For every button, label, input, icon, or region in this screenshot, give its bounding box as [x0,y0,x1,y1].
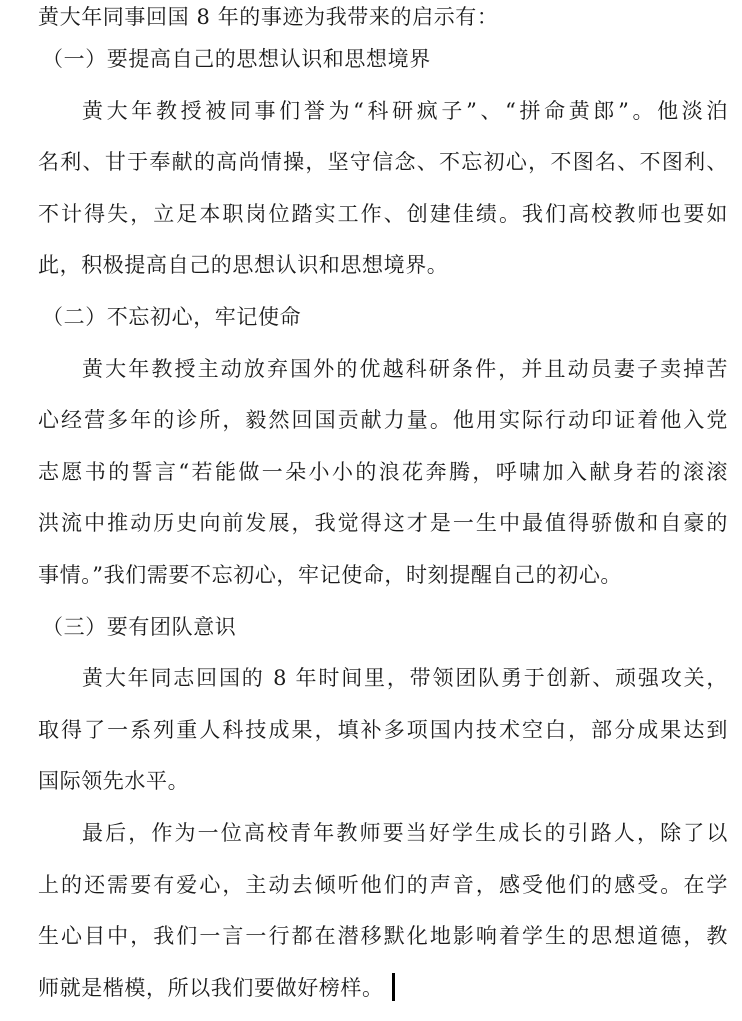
text-cursor[interactable] [392,973,395,1001]
paragraph-line: 上的还需要有爱心，主动去倾听他们的声音，感受他们的感受。在学 [38,872,728,897]
section-heading-2: （二）不忘初心，牢记使命 [42,304,302,329]
paragraph-line: 不计得失，立足本职岗位踏实工作、创建佳绩。我们高校教师也要如 [38,201,728,226]
paragraph-line: 国际领先水平。 [38,769,190,794]
section-heading-1: （一）要提高自己的思想认识和思想境界 [42,47,431,71]
paragraph-line: 此，积极提高自己的思想认识和思想境界。 [38,253,449,278]
paragraph-line: 取得了一系列重人科技成果，填补多项国内技术空白，部分成果达到 [38,717,728,742]
document-body[interactable] [38,0,728,1014]
paragraph-line: 黄大年教授被同事们誉为“科研疯子”、“拼命黄郎”。他淡泊 [82,98,728,123]
paragraph-line: 心经营多年的诊所，毅然回国贡献力量。他用实际行动印证着他入党 [38,408,728,433]
paragraph-line: 最后，作为一位高校青年教师要当好学生成长的引路人，除了以 [82,820,728,845]
paragraph-text: 师就是楷模，所以我们要做好榜样。 [38,975,384,1000]
paragraph-line: 志愿书的誓言“若能做一朵小小的浪花奔腾，呼啸加入献身若的滚滚 [38,459,728,484]
paragraph-line-last [38,963,728,1015]
paragraph-line: 生心目中，我们一言一行都在潜移默化地影响着学生的思想道德，教 [38,924,728,949]
section-heading-3: （三）要有团队意识 [42,614,237,639]
intro-line: 黄大年同事回国 8 年的事迹为我带来的启示有： [38,5,499,29]
paragraph-line: 黄大年同志回国的 8 年时间里，带领团队勇于创新、顽强攻关， [82,666,728,691]
paragraph-line: 名利、甘于奉献的高尚情操，坚守信念、不忘初心，不图名、不图利、 [38,150,728,175]
paragraph-line: 洪流中推动历史向前发展，我觉得这才是一生中最值得骄傲和自豪的 [38,511,728,536]
paragraph-line: 黄大年教授主动放弃国外的优越科研条件，并且动员妻子卖掉苦 [82,356,728,381]
paragraph-line: 事情。”我们需要不忘初心，牢记使命，时刻提醒自己的初心。 [38,562,623,587]
